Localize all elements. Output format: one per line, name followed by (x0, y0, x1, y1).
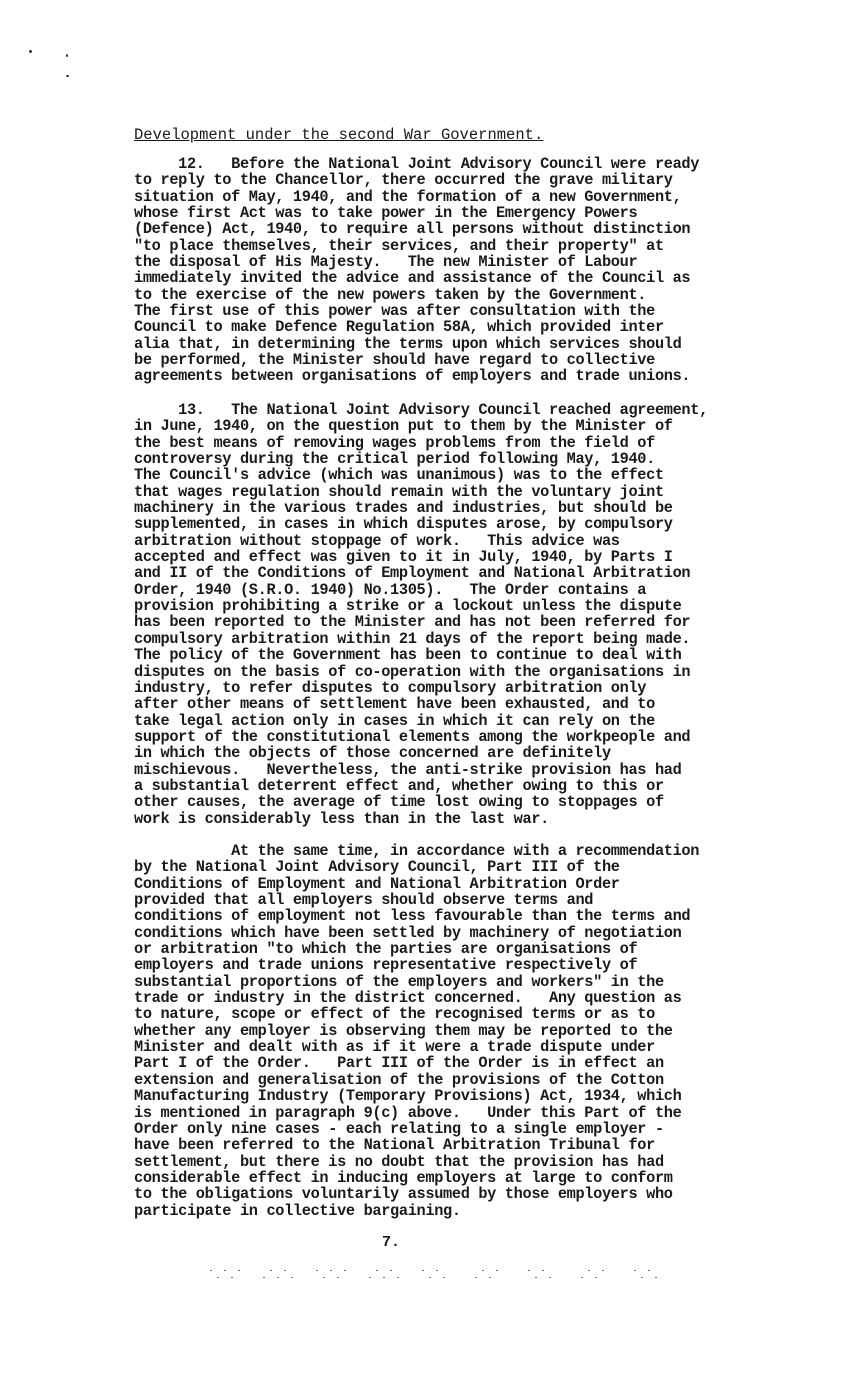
noise-dot (397, 1277, 399, 1278)
text-line: by the National Joint Advisory Council, Part III of the (134, 858, 620, 877)
text-line: the best means of removing wages problems from the field of (134, 433, 655, 452)
text-line: to nature, scope or effect of the recognised terms or as to (134, 1005, 655, 1024)
text-line: after other means of settlement have been exhausted, and to (134, 695, 655, 714)
noise-dot (489, 1277, 491, 1278)
noise-dot (238, 1270, 240, 1271)
noise-dot (655, 1277, 657, 1278)
noise-dot (277, 1277, 279, 1278)
text-line: provision prohibiting a strike or a lockout unless the dispute (134, 597, 682, 616)
noise-dot (581, 1277, 583, 1278)
paragraph-13 (134, 402, 774, 827)
text-line: that wages regulation should remain with the voluntary joint (134, 482, 664, 501)
paragraph-part-iii (134, 843, 774, 1219)
text-line: Conditions of Employment and National Arbitration Order (134, 874, 620, 893)
scan-speck (66, 54, 68, 57)
noise-dot (291, 1277, 293, 1278)
noise-dot (217, 1277, 219, 1278)
text-line: machinery in the various trades and industries, but should be (134, 499, 673, 518)
text-line: (Defence) Act, 1940, to require all persons without distinction (134, 220, 691, 239)
text-line: whose first Act was to take power in the Emergency Powers (134, 204, 638, 223)
noise-dot (337, 1277, 339, 1278)
text-line: controversy during the critical period following May, 1940. (134, 450, 655, 469)
text-line: supplemented, in cases in which disputes arose, by compulsory (134, 515, 673, 534)
text-line: work is considerably less than in the last war. (134, 809, 549, 828)
noise-dot (475, 1277, 477, 1278)
text-line: agreements between organisations of employers and trade unions. (134, 367, 691, 386)
noise-dot (535, 1277, 537, 1278)
noise-dot (344, 1270, 346, 1271)
text-line: conditions which have been settled by machinery of negotiation (134, 923, 682, 942)
noise-dot (602, 1270, 604, 1271)
text-line: alia that, in determining the terms upon which services should (134, 334, 682, 353)
noise-dot (496, 1270, 498, 1271)
text-line: Minister and dealt with as if it were a trade dispute under (134, 1038, 655, 1057)
text-line: to reply to the Chancellor, there occurred the grave military (134, 171, 673, 190)
text-line: Council to make Defence Regulation 58A, which provided inter (134, 318, 664, 337)
noise-dot (648, 1270, 650, 1271)
section-heading: Development under the second War Government. (134, 126, 544, 144)
text-line: whether any employer is observing them may be reported to the (134, 1021, 673, 1040)
text-line: to the obligations voluntarily assumed by those employers who (134, 1185, 673, 1204)
text-line: provided that all employers should observe terms and (134, 891, 594, 910)
noise-dot (231, 1277, 233, 1278)
text-line: arbitration without stoppage of work. This advice was (134, 531, 620, 550)
text-line: other causes, the average of time lost owing to stoppages of (134, 793, 664, 812)
noise-dot (323, 1277, 325, 1278)
noise-dot (436, 1270, 438, 1271)
noise-dot (270, 1270, 272, 1271)
text-line: considerable effect in inducing employers at large to conform (134, 1168, 673, 1187)
noise-dot (383, 1277, 385, 1278)
text-line: situation of May, 1940, and the formation of a new Government, (134, 187, 682, 206)
text-line: mischievous. Nevertheless, the anti-strike provision has had (134, 760, 682, 779)
page-number: 7. (382, 1234, 401, 1251)
scan-speck (66, 75, 69, 77)
text-line: in which the objects of those concerned are definitely (134, 744, 611, 763)
noise-dot (316, 1270, 318, 1271)
noise-dot (443, 1277, 445, 1278)
text-line: Order, 1940 (S.R.O. 1940) No.1305). The Order contains a (134, 580, 647, 599)
noise-dot (422, 1270, 424, 1271)
text-line: The policy of the Government has been to continue to deal with (134, 646, 682, 665)
text-line: support of the constitutional elements among the workpeople and (134, 727, 691, 746)
noise-dot (634, 1270, 636, 1271)
text-line: Part I of the Order. Part III of the Order is in effect an (134, 1054, 664, 1073)
text-line: trade or industry in the district concerned. Any question as (134, 989, 682, 1008)
noise-dot (588, 1270, 590, 1271)
text-line: a substantial deterrent effect and, whether owing to this or (134, 776, 664, 795)
text-line: take legal action only in cases in which it can rely on the (134, 711, 655, 730)
text-line: conditions of employment not less favourable than the terms and (134, 907, 691, 926)
text-line: disputes on the basis of co-operation with the organisations in (134, 662, 691, 681)
noise-dot (210, 1270, 212, 1271)
text-line: is mentioned in paragraph 9(c) above. Under this Part of the (134, 1103, 682, 1122)
noise-dot (369, 1277, 371, 1278)
text-line: immediately invited the advice and assistance of the Council as (134, 269, 691, 288)
text-line: 12. Before the National Joint Advisory Council were ready (134, 155, 700, 173)
noise-dot (224, 1270, 226, 1271)
text-line: The Council's advice (which was unanimous) was to the effect (134, 466, 664, 485)
noise-dot (263, 1277, 265, 1278)
text-line: industry, to refer disputes to compulsory arbitration only (134, 678, 647, 697)
noise-dot (542, 1270, 544, 1271)
noise-dot (284, 1270, 286, 1271)
scan-speck (29, 50, 32, 53)
text-line: or arbitration "to which the parties are organisations of (134, 940, 638, 959)
text-line: compulsory arbitration within 21 days of the report being made. (134, 629, 691, 648)
scan-noise (210, 1270, 690, 1290)
text-line: participate in collective bargaining. (134, 1201, 461, 1220)
noise-dot (641, 1277, 643, 1278)
noise-dot (482, 1270, 484, 1271)
noise-dot (376, 1270, 378, 1271)
text-line: The first use of this power was after consultation with the (134, 302, 655, 321)
text-line: substantial proportions of the employers and workers" in the (134, 972, 664, 991)
text-line: extension and generalisation of the provisions of the Cotton (134, 1070, 664, 1089)
noise-dot (549, 1277, 551, 1278)
text-line: in June, 1940, on the question put to them by the Minister of (134, 417, 673, 436)
text-line: the disposal of His Majesty. The new Minister of Labour (134, 253, 638, 272)
text-line: Manufacturing Industry (Temporary Provisions) Act, 1934, which (134, 1087, 682, 1106)
noise-dot (595, 1277, 597, 1278)
text-line: 13. The National Joint Advisory Council reached agreement, (134, 401, 708, 419)
text-line: be performed, the Minister should have regard to collective (134, 351, 655, 370)
text-line: to the exercise of the new powers taken by the Government. (134, 285, 647, 304)
text-line: has been reported to the Minister and has not been referred for (134, 613, 691, 632)
noise-dot (330, 1270, 332, 1271)
text-line: At the same time, in accordance with a recommendation (134, 842, 700, 860)
paragraph-12 (134, 156, 774, 385)
noise-dot (528, 1270, 530, 1271)
noise-dot (429, 1277, 431, 1278)
text-line: accepted and effect was given to it in July, 1940, by Parts I (134, 548, 673, 567)
text-line: have been referred to the National Arbitration Tribunal for (134, 1136, 655, 1155)
text-line: settlement, but there is no doubt that the provision has had (134, 1152, 664, 1171)
noise-dot (390, 1270, 392, 1271)
text-line: "to place themselves, their services, and their property" at (134, 236, 664, 255)
text-line: and II of the Conditions of Employment and National Arbitration (134, 564, 691, 583)
text-line: Order only nine cases - each relating to a single employer - (134, 1119, 664, 1138)
text-line: employers and trade unions representative respectively of (134, 956, 638, 975)
